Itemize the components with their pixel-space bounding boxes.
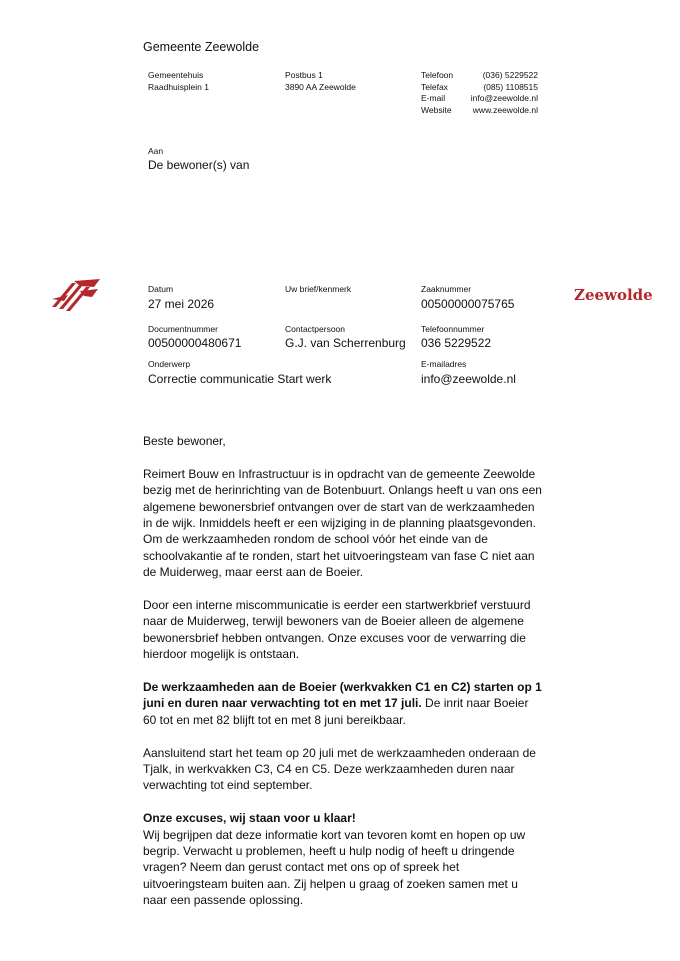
document-number-label: Documentnummer [148,324,218,334]
address-line: Raadhuisplein 1 [148,81,209,92]
visiting-address [148,70,209,93]
recipient-name: De bewoner(s) van [148,158,250,172]
paragraph-intro: Reimert Bouw en Infrastructuur is in opdracht van de gemeente Zeewolde bezig met de herinrichting van de Botenbuurt. Onlangs heeft u van ons een algemene bewonersbrief ontvangen over de start van de werkzaamheden in de wijk. Inmiddels heeft er een wijziging in de planning plaatsgevonden. Om de werkzaamheden rondom de school vóór het einde van de schoolvakantie af te ronden, start het uitvoeringsteam van fase C niet aan de Muiderweg, maar eerst aan de Boeier. [143,466,542,580]
contact-block [421,70,538,116]
schedule-highlight: De werkzaamheden aan de Boeier (werkvakken C1 en C2) starten op 1 juni en duren naar verwachting tot en met 17 juli. [143,680,542,711]
contact-website [421,105,538,117]
schedule-detail: De inrit naar Boeier 60 tot en met 82 blijft tot en met 8 juni bereikbaar. [143,696,529,727]
subject-value: Correctie communicatie Start werk [148,372,332,386]
contact-fax [421,82,538,94]
case-number-label: Zaaknummer [421,284,472,294]
phone-number-value: 036 5229522 [421,336,492,350]
contact-label: Telefoon [421,70,454,80]
case-number-value: 00500000075765 [421,297,515,311]
contact-label: Website [421,104,452,115]
closing-heading-text: Onze excuses, wij staan voor u klaar! [143,811,356,826]
paragraph-closing: Wij begrijpen dat deze informatie kort van tevoren komt en hopen op uw begrip. Verwacht u problemen, heeft u hulp nodig of heeft u dringende vragen? Neem dan gerust contact met ons op of spreek het uitvoeringsteam buiten aan. Zij helpen u graag of zoeken samen met u naar een passende oplossing. [143,827,526,908]
date-value: 27 mei 2026 [148,297,215,311]
contact-phone [421,70,538,82]
contact-email [421,93,538,105]
date-label: Datum [148,284,174,294]
phone-number-label: Telefoonnummer [421,324,485,334]
contact-person-value: G.J. van Scherrenburg [285,336,406,350]
letter-body [143,433,543,909]
municipality-logo-icon [50,277,102,313]
contact-value[interactable]: info@zeewolde.nl [470,93,538,103]
paragraph-schedule [143,679,543,728]
contact-value: (036) 5229522 [482,70,538,80]
contact-label: Telefax [421,81,448,92]
municipality-logo-text: Zeewolde [574,286,653,304]
recipient-label: Aan [148,146,164,156]
address-line: Gemeentehuis [148,70,204,80]
organization-name: Gemeente Zeewolde [143,40,260,54]
postal-address [285,70,356,93]
paragraph-followup: Aansluitend start het team op 20 juli met de werkzaamheden onderaan de Tjalk, in werkvakken C3, C4 en C5. Deze werkzaamheden duren naar verwachting tot eind september. [143,745,536,793]
salutation: Beste bewoner, [143,434,226,448]
address-line: 3890 AA Zeewolde [285,81,356,92]
contact-value[interactable]: www.zeewolde.nl [472,104,538,115]
contact-person-label: Contactpersoon [285,324,346,334]
closing-heading [143,810,543,826]
address-line: Postbus 1 [285,70,323,80]
contact-label: E-mail [421,93,446,103]
subject-label: Onderwerp [148,359,191,369]
contact-value: (085) 1108515 [483,81,538,92]
paragraph-miscommunication: Door een interne miscommunicatie is eerder een startwerkbrief verstuurd naar de Muiderweg, terwijl bewoners van de Boeier alleen de algemene bewonersbrief hebben ontvangen. Onze excuses voor de verwarring die hierdoor mogelijk is ontstaan. [143,598,531,662]
email-value[interactable]: info@zeewolde.nl [421,372,516,386]
reference-label: Uw brief/kenmerk [285,284,352,294]
email-label: E-mailadres [421,359,467,369]
document-number-value: 00500000480671 [148,336,242,350]
